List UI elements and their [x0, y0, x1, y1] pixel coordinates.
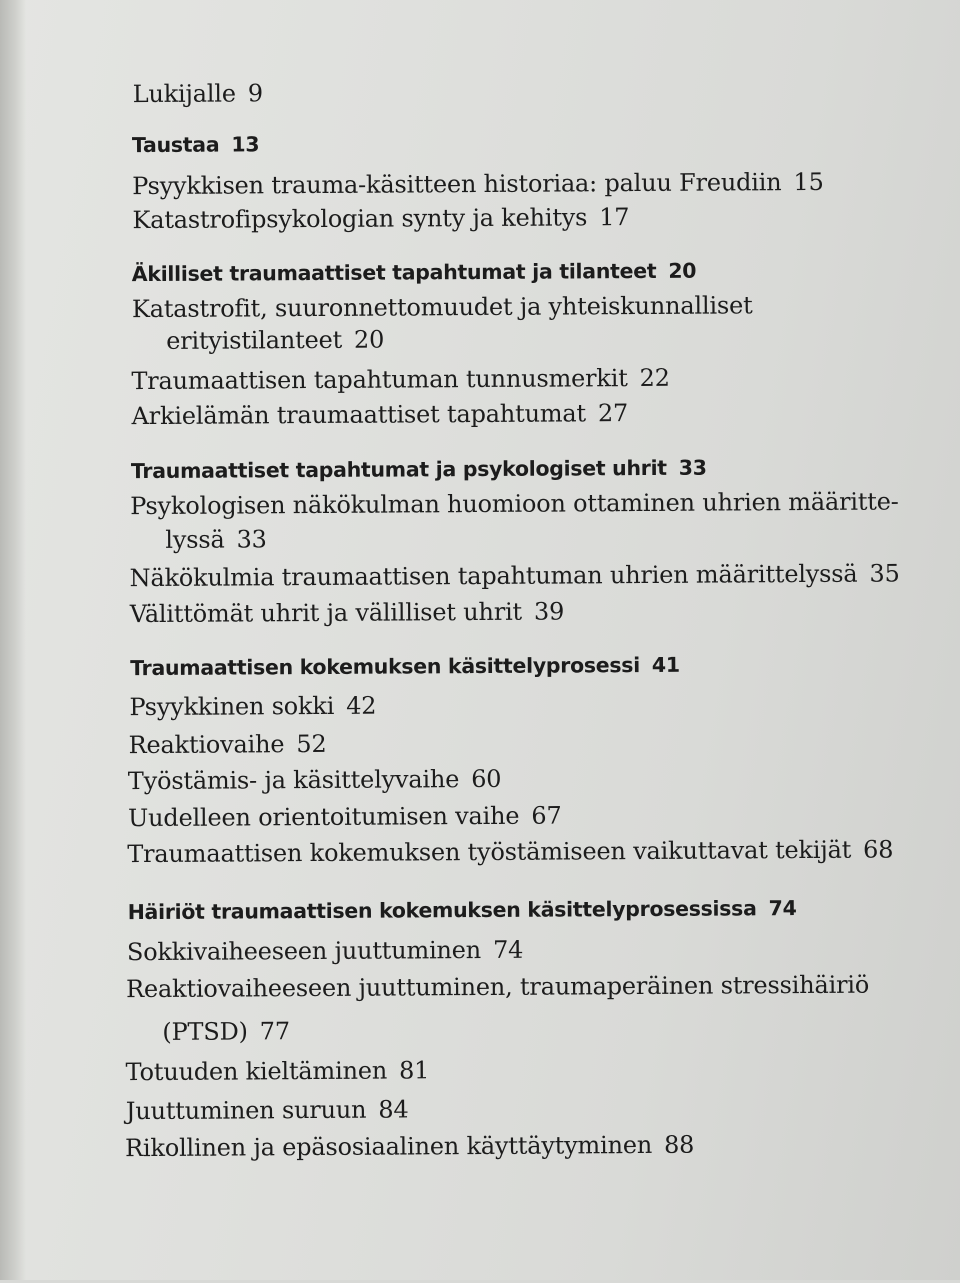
toc-heading-hairiot: Häiriöt traumaattisen kokemuksen käsittelyprosessissa 74 — [127, 896, 797, 925]
toc-entry-lukijalle: Lukijalle 9 — [132, 79, 263, 109]
toc-entry-sokki: Psyykkinen sokki 42 — [129, 691, 377, 722]
toc-entry-trauma-historia: Psyykkisen trauma-käsitteen historiaa: paluu Freudiin 15 — [132, 167, 824, 201]
toc-entry-nakokulma: Psykologisen näkökulman huomioon ottaminen uhrien määritte- — [130, 487, 899, 521]
toc-entry-katastrofit-continuation: erityistilanteet 20 — [166, 325, 385, 355]
toc-entry-sokkivaihe: Sokkivaiheeseen juuttuminen 74 — [126, 935, 524, 967]
toc-heading-kasittelyprosessi: Traumaattisen kokemuksen käsittelyprosessi 41 — [130, 652, 680, 681]
toc-entry-ptsd: Reaktiovaiheeseen juuttuminen, traumaperäinen stressihäiriö — [126, 970, 870, 1004]
toc-entry-arkielama: Arkielämän traumaattiset tapahtumat 27 — [131, 399, 629, 431]
toc-entry-valittomat: Välittömät uhrit ja välilliset uhrit 39 — [129, 597, 565, 629]
toc-entry-suru: Juuttuminen suruun 84 — [125, 1095, 409, 1126]
toc-heading-uhrit: Traumaattiset tapahtumat ja psykologiset uhrit 33 — [130, 455, 707, 484]
toc-entry-nakokulmia: Näkökulmia traumaattisen tapahtuman uhrien määrittelyssä 35 — [129, 559, 900, 593]
toc-entry-orientoituminen: Uudelleen orientoitumisen vaihe 67 — [127, 801, 562, 833]
toc-entry-kieltaminen: Totuuden kieltäminen 81 — [125, 1056, 430, 1087]
toc-entry-tekijat: Traumaattisen kokemuksen työstämiseen vaikuttavat tekijät 68 — [127, 835, 894, 869]
toc-entry-katastrofipsykologia: Katastrofipsykologian synty ja kehitys 17 — [132, 203, 630, 235]
toc-entry-tunnusmerkit: Traumaattisen tapahtuman tunnusmerkit 22 — [131, 363, 670, 396]
toc-heading-taustaa: Taustaa 13 — [131, 132, 260, 158]
toc-entry-nakokulma-continuation: lyssä 33 — [165, 525, 267, 554]
toc-heading-akilliset: Äkilliset traumaattiset tapahtumat ja tilanteet 20 — [131, 258, 697, 287]
toc-entry-ptsd-continuation: (PTSD) 77 — [162, 1017, 290, 1046]
toc-entry-reaktiovaihe: Reaktiovaihe 52 — [128, 729, 327, 760]
toc-entry-tyostamisvaihe: Työstämis- ja käsittelyvaihe 60 — [127, 764, 502, 796]
toc-entry-katastrofit: Katastrofit, suuronnettomuudet ja yhteiskunnalliset — [131, 291, 753, 324]
toc-entry-rikollinen: Rikollinen ja epäsosiaalinen käyttäytyminen 88 — [125, 1130, 695, 1163]
